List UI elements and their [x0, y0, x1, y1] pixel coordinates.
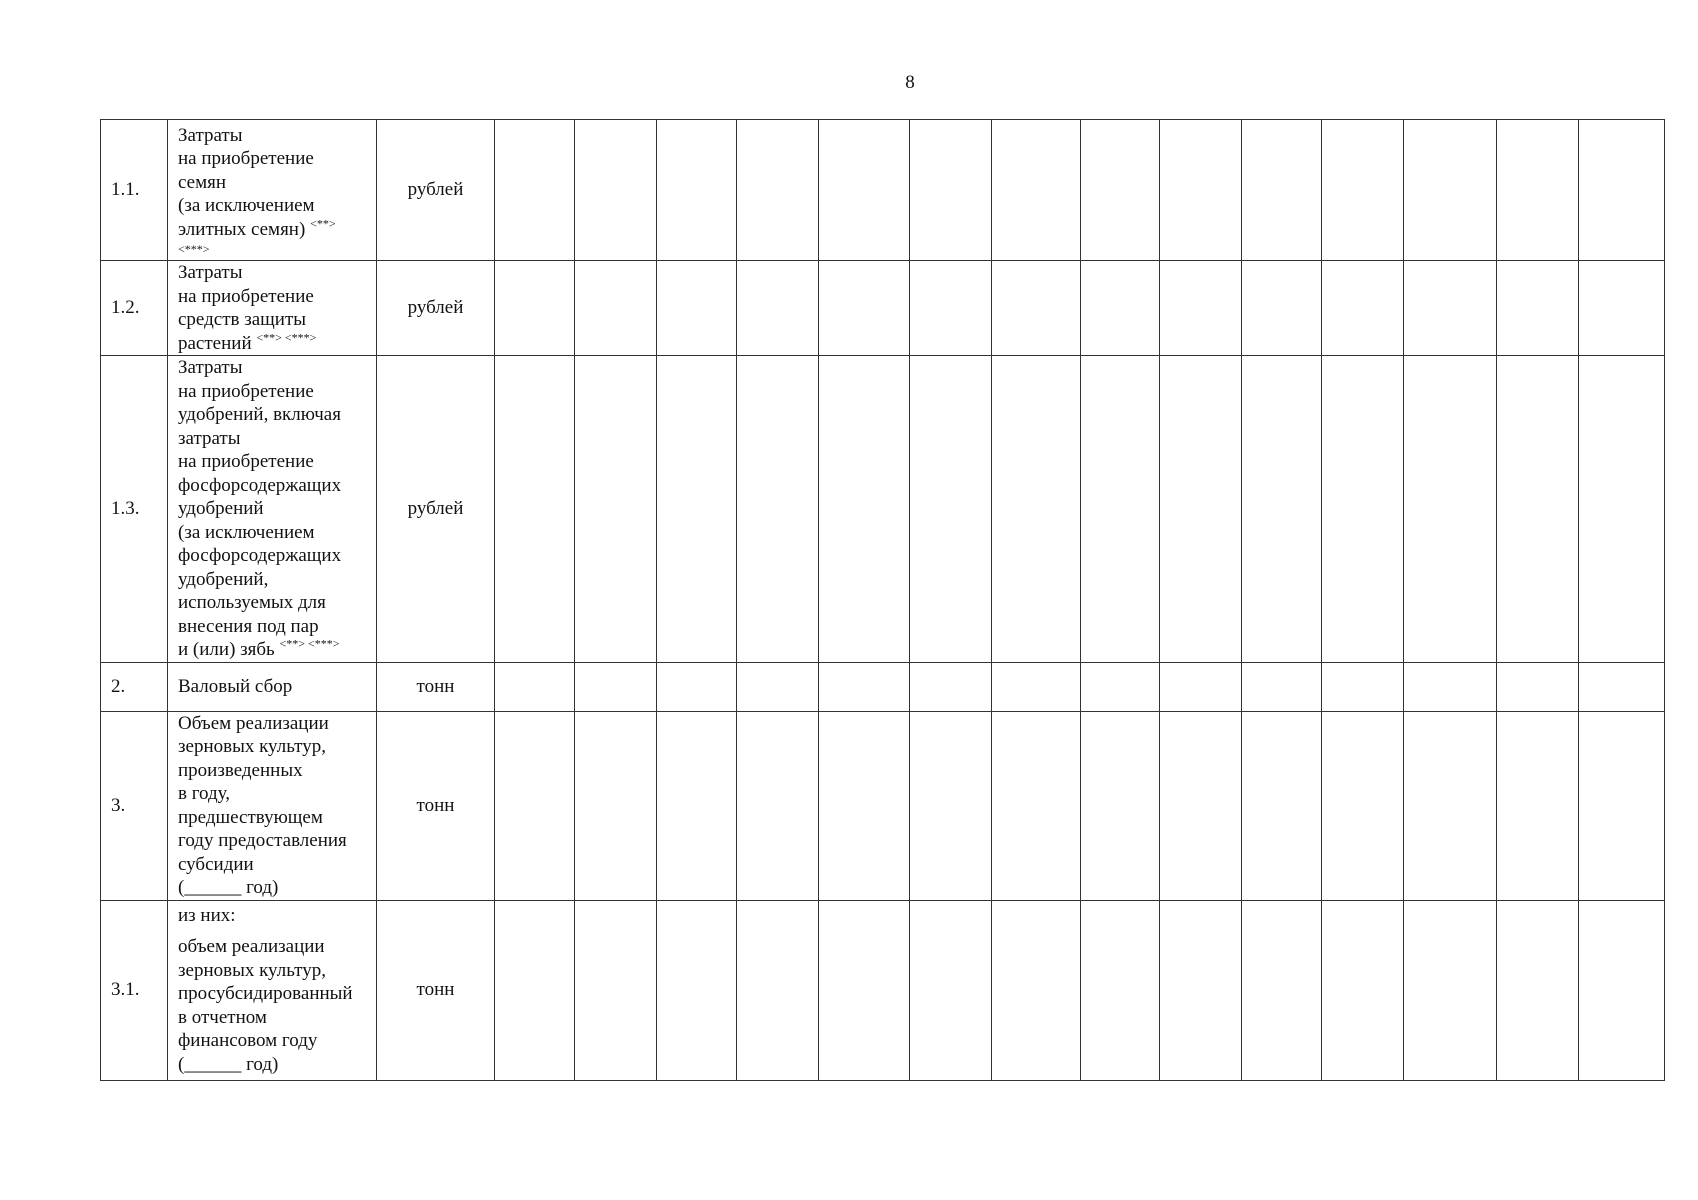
data-cell[interactable]	[1404, 711, 1497, 900]
table-row	[101, 711, 1665, 900]
row-name-line: (______ год)	[178, 877, 279, 898]
data-cell[interactable]	[1322, 261, 1404, 356]
data-cell[interactable]	[819, 120, 910, 261]
data-cell[interactable]	[657, 900, 737, 1080]
row-name	[168, 261, 377, 356]
row-name-line: средств защиты	[178, 309, 307, 330]
data-cell[interactable]	[1404, 120, 1497, 261]
table-row	[101, 662, 1665, 711]
row-unit: тонн	[377, 900, 495, 1080]
data-cell[interactable]	[1081, 261, 1160, 356]
data-cell[interactable]	[1081, 356, 1160, 663]
data-cell[interactable]	[737, 261, 819, 356]
row-name-line: на приобретение	[178, 380, 314, 402]
data-cell[interactable]	[495, 120, 575, 261]
data-cell[interactable]	[1242, 261, 1322, 356]
row-name-line: году предоставления	[178, 830, 347, 851]
data-cell[interactable]	[1160, 356, 1242, 663]
table-row	[101, 261, 1665, 356]
data-cell[interactable]	[1497, 120, 1579, 261]
data-cell[interactable]	[575, 711, 657, 900]
subsidy-form-table	[100, 119, 1665, 1081]
row-name-line: Объем реализации	[178, 712, 329, 734]
row-name-line: Затраты	[178, 262, 243, 283]
row-number: 1.2.	[101, 261, 168, 356]
data-cell[interactable]	[495, 662, 575, 711]
data-cell[interactable]	[819, 711, 910, 900]
data-cell[interactable]	[819, 356, 910, 663]
row-name-line: фосфорсодержащих	[178, 474, 342, 496]
row-name-line	[178, 638, 372, 662]
data-cell[interactable]	[819, 900, 910, 1080]
page-number: 8	[905, 72, 915, 93]
row-name	[168, 356, 377, 663]
data-cell[interactable]	[910, 662, 992, 711]
data-cell[interactable]	[1242, 711, 1322, 900]
row-name	[168, 711, 377, 900]
data-cell[interactable]	[1081, 662, 1160, 711]
row-name-line: произведенных	[178, 759, 303, 781]
data-cell[interactable]	[495, 900, 575, 1080]
data-cell[interactable]	[737, 900, 819, 1080]
data-cell[interactable]	[910, 711, 992, 900]
row-name-line: на приобретение	[178, 285, 314, 307]
data-cell[interactable]	[1404, 900, 1497, 1080]
data-cell[interactable]	[1579, 261, 1665, 356]
data-cell[interactable]	[910, 261, 992, 356]
data-cell[interactable]	[992, 711, 1081, 900]
row-name-line: финансовом году	[178, 1030, 318, 1052]
row-name-text: и (или) зябь	[178, 639, 275, 660]
footnote-ref: <***>	[178, 242, 210, 257]
data-cell[interactable]	[1242, 662, 1322, 711]
row-name-line: удобрений, включая	[178, 404, 341, 425]
data-cell[interactable]	[1160, 261, 1242, 356]
row-name-line: удобрений,	[178, 568, 269, 590]
row-name	[168, 900, 377, 1080]
row-unit: тонн	[377, 662, 495, 711]
data-cell[interactable]	[495, 711, 575, 900]
row-unit: рублей	[377, 356, 495, 663]
row-name-line: удобрений	[178, 498, 264, 519]
data-cell[interactable]	[575, 120, 657, 261]
row-unit: рублей	[377, 261, 495, 356]
data-cell[interactable]	[992, 900, 1081, 1080]
row-number: 3.	[101, 711, 168, 900]
data-cell[interactable]	[1160, 662, 1242, 711]
table-row	[101, 356, 1665, 663]
data-cell[interactable]	[657, 120, 737, 261]
row-name-line: Валовый сбор	[178, 675, 293, 697]
row-name-line: субсидии	[178, 853, 254, 875]
data-cell[interactable]	[1497, 662, 1579, 711]
data-cell[interactable]	[1322, 662, 1404, 711]
data-cell[interactable]	[1579, 900, 1665, 1080]
data-cell[interactable]	[819, 261, 910, 356]
data-cell[interactable]	[819, 662, 910, 711]
row-name-line: Затраты	[178, 124, 243, 146]
row-name-line: фосфорсодержащих	[178, 545, 342, 566]
row-name-text: растений	[178, 332, 252, 354]
footnote-ref: <**> <***>	[256, 330, 317, 345]
row-name-line	[178, 218, 372, 242]
data-cell[interactable]	[992, 356, 1081, 663]
data-cell[interactable]	[1579, 662, 1665, 711]
row-name-line: на приобретение	[178, 451, 314, 472]
row-name-line: в году,	[178, 783, 231, 804]
data-cell[interactable]	[737, 711, 819, 900]
data-cell[interactable]	[1497, 356, 1579, 663]
data-cell[interactable]	[1497, 711, 1579, 900]
data-cell[interactable]	[1322, 356, 1404, 663]
row-number: 1.3.	[101, 356, 168, 663]
row-name-line: предшествующем	[178, 806, 323, 828]
footnote-ref: <**> <***>	[279, 636, 340, 651]
table-row	[101, 900, 1665, 1080]
row-name-line: используемых для	[178, 592, 326, 613]
row-unit: рублей	[377, 120, 495, 261]
footnote-ref: <**>	[310, 216, 336, 231]
data-cell[interactable]	[992, 261, 1081, 356]
data-cell[interactable]	[737, 662, 819, 711]
row-name-line: объем реализации	[178, 936, 325, 958]
data-cell[interactable]	[495, 356, 575, 663]
row-number: 1.1.	[101, 120, 168, 261]
row-name-line: в отчетном	[178, 1006, 267, 1028]
row-name-line: зерновых культур,	[178, 959, 326, 981]
data-cell[interactable]	[1497, 261, 1579, 356]
data-cell[interactable]	[657, 711, 737, 900]
data-cell[interactable]	[575, 356, 657, 663]
row-name	[168, 120, 377, 261]
data-cell[interactable]	[992, 120, 1081, 261]
row-name	[168, 662, 377, 711]
row-name-line: (______ год)	[178, 1053, 279, 1075]
data-cell[interactable]	[1322, 900, 1404, 1080]
row-name-line: зерновых культур,	[178, 736, 326, 757]
data-cell[interactable]	[1081, 900, 1160, 1080]
data-cell[interactable]	[992, 662, 1081, 711]
row-name-line: (за исключением	[178, 521, 315, 543]
data-cell[interactable]	[657, 662, 737, 711]
data-cell[interactable]	[1579, 356, 1665, 663]
data-cell[interactable]	[495, 261, 575, 356]
row-name-line: просубсидированный	[178, 983, 353, 1005]
row-number: 3.1.	[101, 900, 168, 1080]
data-cell[interactable]	[910, 120, 992, 261]
data-cell[interactable]	[1242, 120, 1322, 261]
data-cell[interactable]	[1160, 711, 1242, 900]
data-cell[interactable]	[575, 662, 657, 711]
data-cell[interactable]	[1160, 120, 1242, 261]
row-number: 2.	[101, 662, 168, 711]
data-cell[interactable]	[657, 261, 737, 356]
data-cell[interactable]	[737, 120, 819, 261]
row-name-line: внесения под пар	[178, 615, 319, 637]
row-name-line: на приобретение	[178, 148, 314, 170]
row-name-line: Затраты	[178, 357, 243, 378]
data-cell[interactable]	[910, 900, 992, 1080]
row-intro-text: из них:	[178, 904, 236, 926]
data-cell[interactable]	[1242, 356, 1322, 663]
data-cell[interactable]	[737, 356, 819, 663]
row-name-line	[178, 332, 372, 356]
data-cell[interactable]	[1322, 711, 1404, 900]
table-row	[101, 120, 1665, 261]
footnote-ref-line	[178, 241, 372, 256]
data-cell[interactable]	[1160, 900, 1242, 1080]
data-cell[interactable]	[1404, 356, 1497, 663]
row-name-text: элитных семян)	[178, 218, 306, 240]
row-unit: тонн	[377, 711, 495, 900]
data-cell[interactable]	[1322, 120, 1404, 261]
data-cell[interactable]	[1404, 261, 1497, 356]
data-cell[interactable]	[1081, 711, 1160, 900]
data-cell[interactable]	[1404, 662, 1497, 711]
data-cell[interactable]	[575, 261, 657, 356]
row-name-line: затраты	[178, 427, 241, 449]
data-cell[interactable]	[575, 900, 657, 1080]
data-cell[interactable]	[1579, 120, 1665, 261]
data-cell[interactable]	[657, 356, 737, 663]
data-cell[interactable]	[910, 356, 992, 663]
row-name-line: семян	[178, 171, 227, 193]
data-cell[interactable]	[1242, 900, 1322, 1080]
data-cell[interactable]	[1579, 711, 1665, 900]
data-cell[interactable]	[1497, 900, 1579, 1080]
row-name-line: (за исключением	[178, 195, 315, 217]
data-cell[interactable]	[1081, 120, 1160, 261]
